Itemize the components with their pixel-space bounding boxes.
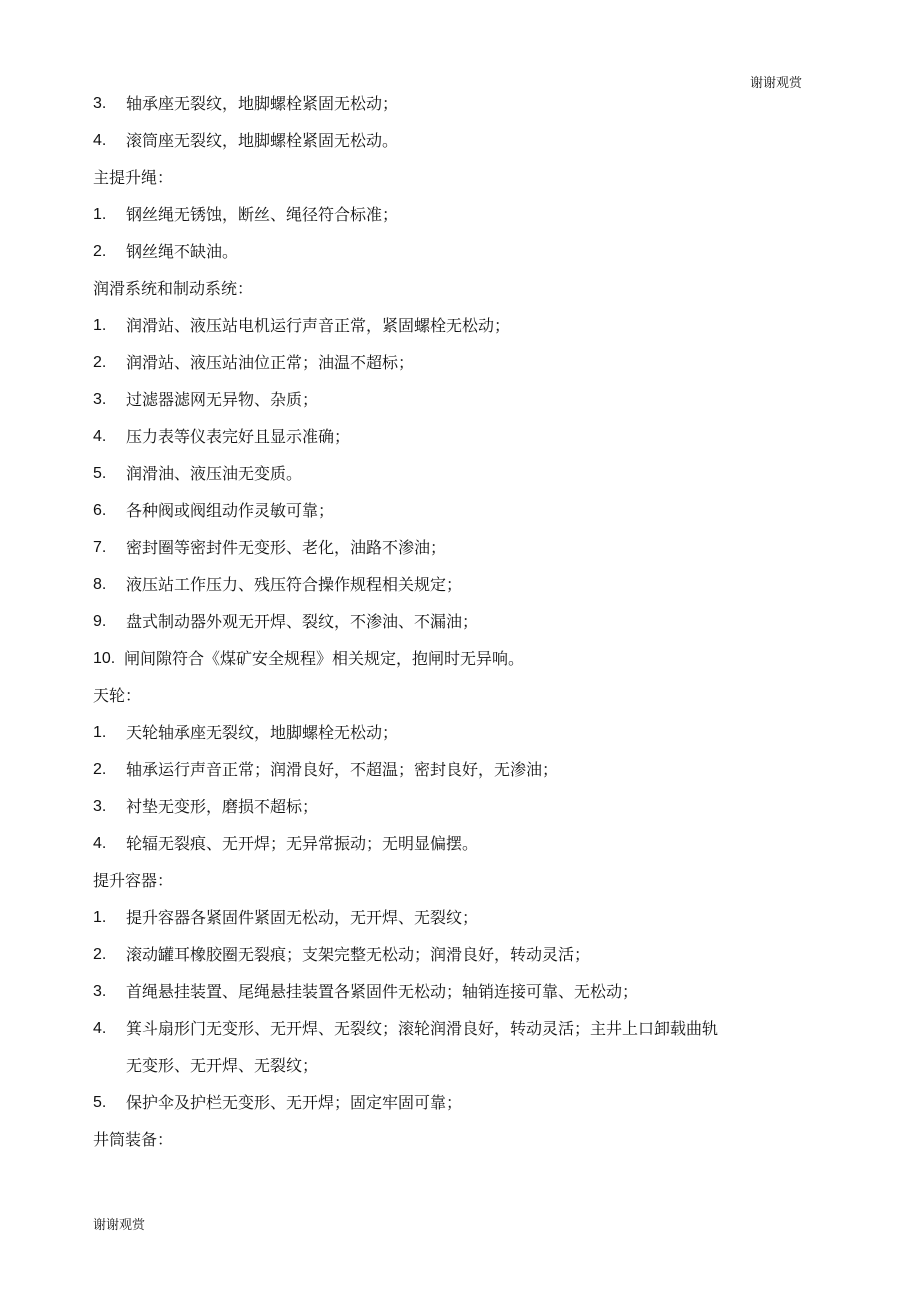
list-item xyxy=(93,196,813,233)
list-item xyxy=(93,344,813,381)
list-item-number: 3. xyxy=(93,798,107,815)
list-item-number: 2. xyxy=(93,354,107,371)
list-item-number: 2. xyxy=(93,243,107,260)
list-item xyxy=(93,566,813,603)
list-item-text: 润滑油、液压油无变质。 xyxy=(126,464,303,483)
section-heading: 润滑系统和制动系统： xyxy=(93,279,254,298)
list-item-text: 闸间隙符合《煤矿安全规程》相关规定，抱闸时无异响。 xyxy=(124,649,525,668)
list-item xyxy=(93,899,813,936)
list-item xyxy=(93,936,813,973)
list-item-text: 保护伞及护栏无变形、无开焊；固定牢固可靠； xyxy=(126,1093,463,1112)
list-item-number: 4. xyxy=(93,835,107,852)
list-item-text: 轮辐无裂痕、无开焊；无异常振动；无明显偏摆。 xyxy=(126,834,479,853)
list-item-number: 9. xyxy=(93,613,107,630)
list-item xyxy=(93,603,813,640)
section-heading: 井筒装备： xyxy=(93,1130,174,1149)
section-heading: 主提升绳： xyxy=(93,168,174,187)
list-item-text: 滚筒座无裂纹，地脚螺栓紧固无松动。 xyxy=(126,131,399,150)
list-item xyxy=(93,381,813,418)
document-body xyxy=(93,85,813,1158)
list-item xyxy=(93,455,813,492)
list-item-number: 3. xyxy=(93,391,107,408)
list-item xyxy=(93,529,813,566)
list-item xyxy=(93,714,813,751)
section-heading: 提升容器： xyxy=(93,871,174,890)
list-item-number: 1. xyxy=(93,317,107,334)
list-item-text: 滚动罐耳橡胶圈无裂痕；支架完整无松动；润滑良好，转动灵活； xyxy=(126,945,591,964)
list-item-number: 7. xyxy=(93,539,107,556)
list-item-text: 提升容器各紧固件紧固无松动，无开焊、无裂纹； xyxy=(126,908,479,927)
list-item xyxy=(93,788,813,825)
list-item-number: 4. xyxy=(93,132,107,149)
list-item-number: 1. xyxy=(93,909,107,926)
list-item-number: 10. xyxy=(93,650,116,667)
list-item-text: 润滑站、液压站电机运行声音正常，紧固螺栓无松动； xyxy=(126,316,511,335)
list-item-number: 2. xyxy=(93,946,107,963)
list-item-text: 密封圈等密封件无变形、老化，油路不渗油； xyxy=(126,538,447,557)
list-item-text: 衬垫无变形，磨损不超标； xyxy=(126,797,319,816)
list-item-number: 6. xyxy=(93,502,107,519)
list-item xyxy=(93,418,813,455)
list-item xyxy=(93,85,813,122)
list-item-text: 润滑站、液压站油位正常；油温不超标； xyxy=(126,353,415,372)
list-item-text: 压力表等仪表完好且显示准确； xyxy=(126,427,351,446)
list-item-number: 2. xyxy=(93,761,107,778)
list-item-text: 钢丝绳无锈蚀，断丝、绳径符合标准； xyxy=(126,205,399,224)
list-item-number: 4. xyxy=(93,428,107,445)
list-item-number: 3. xyxy=(93,983,107,1000)
list-item-text: 液压站工作压力、残压符合操作规程相关规定； xyxy=(126,575,463,594)
list-item-text: 各种阀或阀组动作灵敏可靠； xyxy=(126,501,335,520)
list-item xyxy=(93,307,813,344)
list-item-text: 钢丝绳不缺油。 xyxy=(126,242,239,261)
list-item-continuation: 无变形、无开焊、无裂纹； xyxy=(126,1056,319,1075)
list-item-text: 过滤器滤网无异物、杂质； xyxy=(126,390,319,409)
list-item-text: 轴承座无裂纹，地脚螺栓紧固无松动； xyxy=(126,94,399,113)
section-heading: 天轮： xyxy=(93,686,142,705)
list-item-number: 1. xyxy=(93,724,107,741)
list-item-number: 5. xyxy=(93,465,107,482)
list-item xyxy=(93,640,813,677)
list-item-text: 轴承运行声音正常；润滑良好，不超温；密封良好，无渗油； xyxy=(126,760,559,779)
page-footer-note: 谢谢观赏 xyxy=(93,1218,146,1233)
list-item xyxy=(93,751,813,788)
list-item xyxy=(93,233,813,270)
list-item xyxy=(93,1010,813,1047)
list-item-number: 3. xyxy=(93,95,107,112)
list-item-text: 箕斗扇形门无变形、无开焊、无裂纹；滚轮润滑良好，转动灵活；主井上口卸载曲轨 xyxy=(126,1019,719,1038)
list-item-number: 5. xyxy=(93,1094,107,1111)
list-item-number: 4. xyxy=(93,1020,107,1037)
page-header-note: 谢谢观赏 xyxy=(749,76,802,91)
list-item-text: 首绳悬挂装置、尾绳悬挂装置各紧固件无松动；轴销连接可靠、无松动； xyxy=(126,982,639,1001)
list-item xyxy=(93,825,813,862)
list-item-number: 8. xyxy=(93,576,107,593)
list-item xyxy=(93,492,813,529)
list-item-number: 1. xyxy=(93,206,107,223)
list-item-text: 盘式制动器外观无开焊、裂纹，不渗油、不漏油； xyxy=(126,612,479,631)
list-item-text: 天轮轴承座无裂纹，地脚螺栓无松动； xyxy=(126,723,399,742)
list-item xyxy=(93,1084,813,1121)
list-item xyxy=(93,973,813,1010)
list-item xyxy=(93,122,813,159)
